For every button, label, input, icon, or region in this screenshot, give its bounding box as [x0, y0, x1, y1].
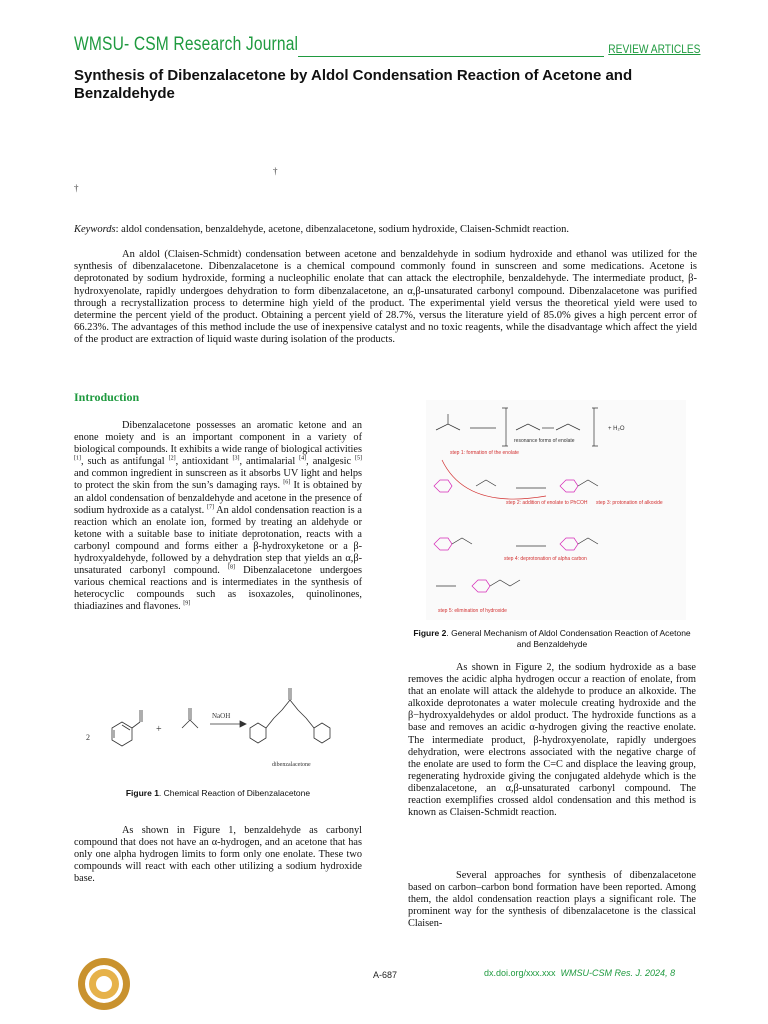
footer-citation	[484, 968, 675, 978]
mechanism-step-label: step 1: formation of the enolate	[450, 450, 519, 456]
intro-paragraph	[74, 420, 362, 614]
citation: [7]	[206, 504, 214, 511]
section-heading: Introduction	[74, 390, 140, 404]
product-label: dibenzalacetone	[272, 762, 311, 768]
figure-1-reaction-scheme	[82, 680, 362, 780]
plus-sign: +	[156, 724, 162, 735]
mechanism-step-label: step 3: protonation of alkoxide	[596, 500, 663, 506]
journal-citation: WMSU-CSM Res. J. 2024, 8	[560, 968, 676, 978]
citation: [9]	[183, 600, 191, 607]
university-seal-logo	[76, 956, 132, 1012]
text-run: , antimalarial	[239, 456, 300, 468]
figure-2-caption	[408, 628, 696, 650]
water-label: + H₂O	[608, 426, 625, 432]
citation: [6]	[283, 480, 291, 487]
citation: [3]	[232, 455, 240, 462]
intro-paragraph: As shown in Figure 1, benzaldehyde as carbonyl compound that does not have an α-hydrogen, and an acetone that has only one alpha hydrogen limits to form only one enolate. These two compounds will react with each other utilizing a sodium hydroxide base.	[74, 825, 362, 885]
text-run: and common ingredient in sunscreen as it absorbs UV light and helps to protect the skin from the sun’s damaging rays.	[74, 468, 362, 492]
text-run: Dibenzalacetone undergoes various chemical reactions and is intermediates in the synthesis of heterocyclic compounds such as isoxazoles, quinolinones, thiadiazines and flavones.	[74, 565, 362, 613]
figure-label: Figure 1	[125, 788, 159, 798]
caption-text: . Chemical Reaction of Dibenzalacetone	[158, 788, 311, 798]
figure-2-mechanism	[426, 400, 686, 620]
citation: [8]	[227, 564, 235, 571]
resonance-label: resonance forms of enolate	[514, 438, 575, 444]
mechanism-step-label: step 5: elimination of hydroxide	[438, 608, 507, 614]
mechanism-step-label: step 2: addition of enolate to PhCOH	[506, 500, 588, 506]
mechanism-step-label: step 4: deprotonation of alpha carbon	[504, 556, 587, 562]
keywords-text: : aldol condensation, benzaldehyde, acetone, dibenzalacetone, sodium hydroxide, Claisen-Schmidt reaction.	[115, 224, 570, 235]
keywords-label: Keywords	[74, 224, 116, 235]
page-number: A-687	[373, 970, 398, 980]
affiliation-mark: †	[74, 183, 79, 193]
figure-1-caption	[74, 788, 362, 799]
header-rule	[298, 56, 604, 57]
body-paragraph: Several approaches for synthesis of dibenzalacetone based on carbon–carbon bond formation have been reported. Among them, the aldol condensation reaction plays a significant role. The prominent way for the synthesis of dibenzalacetone is the classical Claisen-	[408, 870, 696, 930]
citation: [4]	[299, 455, 307, 462]
text-run: , such as antifungal	[81, 456, 169, 468]
journal-name: WMSU- CSM Research Journal	[74, 34, 299, 55]
section-label: REVIEW ARTICLES	[607, 42, 700, 56]
coefficient: 2	[86, 733, 90, 742]
caption-text: . General Mechanism of Aldol Condensation Reaction of Acetone and Benzaldehyde	[446, 628, 691, 649]
abstract: An aldol (Claisen-Schmidt) condensation between acetone and benzaldehyde in sodium hydroxide and ethanol was utilized for the synthesis of dibenzalacetone. Dibenzalacetone is a chemical compound commonly found in sunscreen and some medications. Acetone is deprotonated by sodium hydroxide, forming a nucleophilic enolate that can attack the electrophile, benzaldehyde. The intermediate product, β-hydroxyenolate, rapidly undergoes dehydration to form dibenzalacetone, an α,β-unsaturated carbonyl compound. Dibenzalacetone was purified through a recrystallization process to determine high yield of the product. The experimental yield versus the theoretical yield were used to determine the percent yield of the product. Obtaining a percent yield of 28.7%, versus the literature yield of 85.0% gives a high percent error of 66.23%. The advantages of this method include the use of inexpensive catalyst and no toxic reagents, while the disadvantage which affect the yield of the product are extraction of liquid waste during isolation of the products.	[74, 249, 697, 346]
text-run: Dibenzalacetone possesses an aromatic ketone and an enone moiety and is an important component in a variety of biological compounds. It exhibits a wide range of biological activities	[74, 420, 362, 456]
figure-label: Figure 2	[413, 628, 447, 638]
article-title: Synthesis of Dibenzalacetone by Aldol Condensation Reaction of Acetone and Benzaldehyde	[74, 67, 633, 102]
citation: [2]	[168, 455, 176, 462]
text-run: , antioxidant	[175, 456, 233, 468]
doi-link[interactable]: dx.doi.org/xxx.xxx	[484, 968, 556, 978]
text-run: It is obtained by an aldol condensation of benzaldehyde and acetone in the presence of sodium hydroxide as a catalyst.	[74, 480, 362, 516]
benzene-ring	[112, 722, 132, 746]
reagent-label: NaOH	[212, 712, 231, 720]
keywords	[74, 223, 696, 236]
body-paragraph: As shown in Figure 2, the sodium hydroxide as a base removes the acidic alpha hydrogen occur a reaction of enolate, from that an enolate will attack the aldehyde to produce an alkoxide. The alkoxide deprotonates a water molecule creating hydroxide and the β−hydroxyaldehydes or aldol product. The hydroxide functions as a base and removes an acidic α-hydrogen giving the reactive enolate. The intermediate product, β-hydroxyenolate, rapidly undergoes dehydration, were electrons associated with the negative charge of the enolate are used to form the C=C and displace the leaving group, regenerating hydroxide giving the conjugated aldehyde which is the dibenzalacetone, an α,β-unsaturated carbonyl compound. The reaction exemplifies crossed aldol condensation and this method is known as Claisen-Schmidt reaction.	[408, 662, 696, 819]
affiliation-mark: †	[273, 166, 278, 176]
text-run: , analgesic	[306, 456, 355, 468]
citation: [5]	[355, 455, 362, 462]
text-run: An aldol condensation reaction is a reaction which an enolate ion, formed by treating an aldehyde or ketone with a suitable base to initiate deprotonation, reacts with a carbonyl compound and forms either a β-hydroxyketone or a β-hydroxyaldehyde, followed by a dehydration step that yields an α,β-unsaturated carbonyl compound.	[74, 504, 362, 577]
citation: [1]	[74, 455, 81, 462]
